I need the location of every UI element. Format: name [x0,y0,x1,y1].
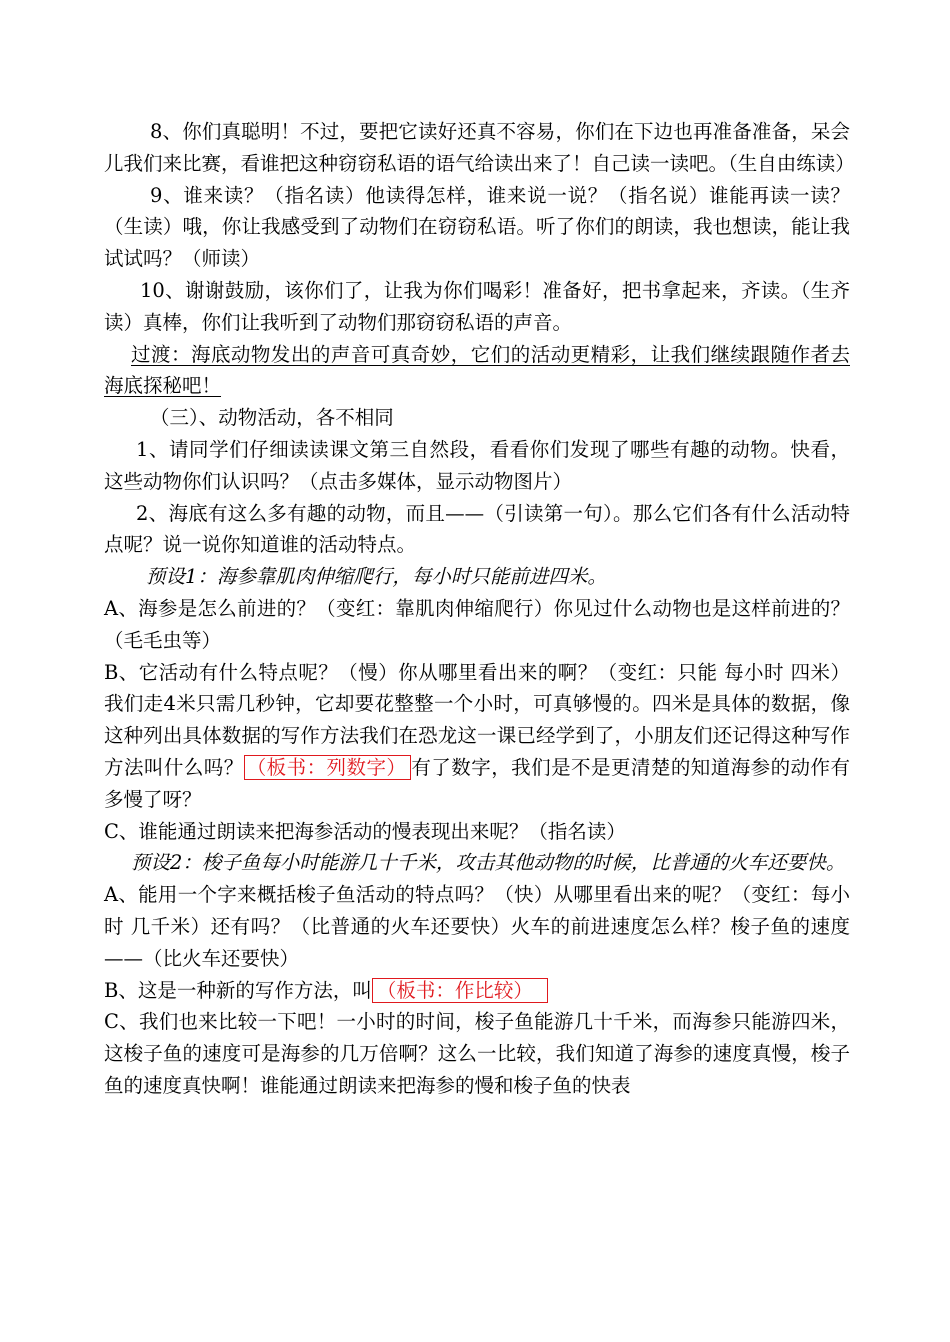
transition-paragraph [104,339,850,403]
section-heading-3: （三）、动物活动，各不相同 [150,406,394,430]
answer-2b [104,975,850,1007]
question-1: 1、请同学们仔细读读课文第三自然段，看看你们发现了哪些有趣的动物。快看，这些动物你们认识吗？（点击多媒体，显示动物图片） [104,437,850,493]
answer-2c: C、我们也来比较一下吧！一小时的时间，梭子鱼能游几十千米，而海参只能游四米，这梭子鱼的速度可是海参的几万倍啊？这么一比较，我们知道了海参的速度真慢，梭子鱼的速度真快啊！谁能通过朗读来把海参的慢和梭子鱼的快表 [104,1010,850,1097]
answer-2b-text: B、这是一种新的写作方法，叫 [104,978,372,1002]
board-note-list-numbers: （板书：列数字） [244,755,412,780]
paragraph-9: 9、谁来读？（指名读）他读得怎样，谁来说一说？（指名说）谁能再读一读？（生读）哦，你让我感受到了动物们在窃窃私语。听了你们的朗读，我也想读，能让我试试吗？（师读） [104,183,850,271]
paragraph-8: 8、你们真聪明！不过，要把它读好还真不容易，你们在下边也再准备准备，呆会儿我们来比赛，看谁把这种窃窃私语的语气给读出来了！自己读一读吧。（生自由练读） [104,120,855,175]
question-2: 2、海底有这么多有趣的动物，而且——（引读第一句）。那么它们各有什么活动特点呢？说一说你知道谁的活动特点。 [104,501,850,557]
transition-text: 过渡：海底动物发出的声音可真奇妙，它们的活动更精彩，让我们继续跟随作者去海底探秘吧！ [104,342,850,398]
board-note-comparison: （板书：作比较） [372,978,548,1003]
answer-2a: A、能用一个字来概括梭子鱼活动的特点吗？（快）从哪里看出来的呢？（变红：每小时 几千米）还有吗？（比普通的火车还要快）火车的前进速度怎么样？梭子鱼的速度——（比火车还要快） [104,883,850,970]
preset-1: 预设1：海参靠肌肉伸缩爬行，每小时只能前进四米。 [146,565,607,589]
paragraph-10: 10、谢谢鼓励，该你们了，让我为你们喝彩！准备好，把书拿起来，齐读。（生齐读）真棒，你们让我听到了动物们那窃窃私语的声音。 [104,278,850,334]
answer-1c: C、谁能通过朗读来把海参活动的慢表现出来呢？（指名读） [104,819,626,843]
preset-2: 预设2：梭子鱼每小时能游几十千米，攻击其他动物的时候，比普通的火车还要快。 [131,851,846,875]
answer-1b-text: B、它活动有什么特点呢？（慢）你从哪里看出来的啊？（变红：只能 每小时 四米）我们走4米只需几秒钟，它却要花整整一个小时，可真够慢的。四米是具体的数据，像这种列出具体数据的写作方法我们在恐龙这一课已经学到了，小朋友们还记得这种写作方法叫什么吗？ [104,660,850,779]
document-page [104,116,855,1102]
answer-1b-tail: 有了数字，我们是不是更清楚的知道海参的动作有多慢了呀？ [104,755,850,811]
answer-1a: A、海参是怎么前进的？（变红：靠肌肉伸缩爬行）你见过什么动物也是这样前进的？（毛毛虫等） [104,596,850,652]
answer-1b [104,657,850,816]
